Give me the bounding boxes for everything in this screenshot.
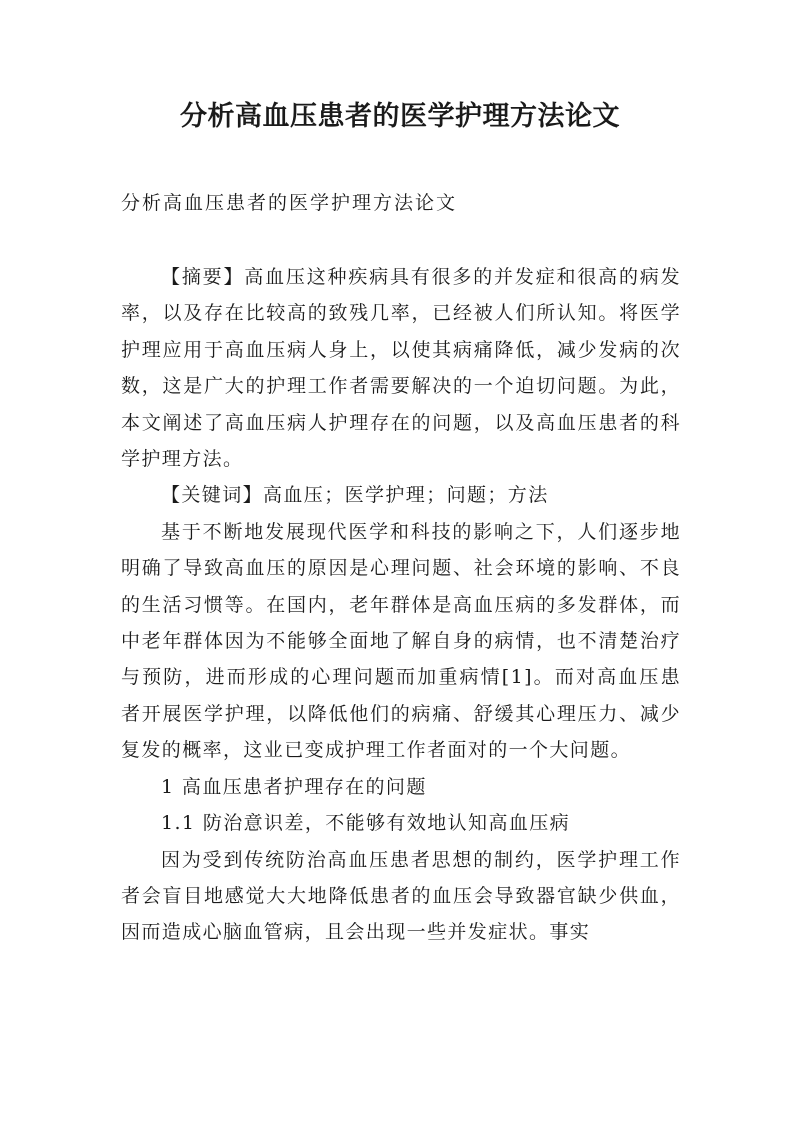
keywords-paragraph: 【关键词】高血压；医学护理；问题；方法 bbox=[161, 484, 549, 507]
abstract-paragraph: 【摘要】高血压这种疾病具有很多的并发症和很高的病发率，以及存在比较高的致残几率，已经被人们所认知。将医学护理应用于高血压病人身上，以使其病痛降低，减少发病的次数，这是广大的护理工作者需要解决的一个迫切问题。为此，本文阐述了高血压病人护理存在的问题，以及高血压患者的科学护理方法。 bbox=[121, 266, 681, 471]
document-subtitle: 分析高血压患者的医学护理方法论文 bbox=[121, 192, 458, 214]
document-body bbox=[121, 259, 681, 951]
section-heading-1-1: 1.1 防治意识差，不能够有效地认知高血压病 bbox=[161, 812, 571, 835]
section-heading-1: 1 高血压患者护理存在的问题 bbox=[161, 775, 427, 798]
body-paragraph: 因为受到传统防治高血压患者思想的制约，医学护理工作者会盲目地感觉大大地降低患者的血压会导致器官缺少供血，因而造成心脑血管病，且会出现一些并发症状。事实 bbox=[121, 848, 681, 944]
intro-paragraph: 基于不断地发展现代医学和科技的影响之下，人们逐步地明确了导致高血压的原因是心理问题、社会环境的影响、不良的生活习惯等。在国内，老年群体是高血压病的多发群体，而中老年群体因为不能够全面地了解自身的病情，也不清楚治疗与预防，进而形成的心理问题而加重病情[1]。而对高血压患者开展医学护理，以降低他们的病痛、舒缓其心理压力、减少复发的概率，这业已变成护理工作者面对的一个大问题。 bbox=[121, 520, 681, 762]
document-title: 分析高血压患者的医学护理方法论文 bbox=[180, 101, 620, 132]
